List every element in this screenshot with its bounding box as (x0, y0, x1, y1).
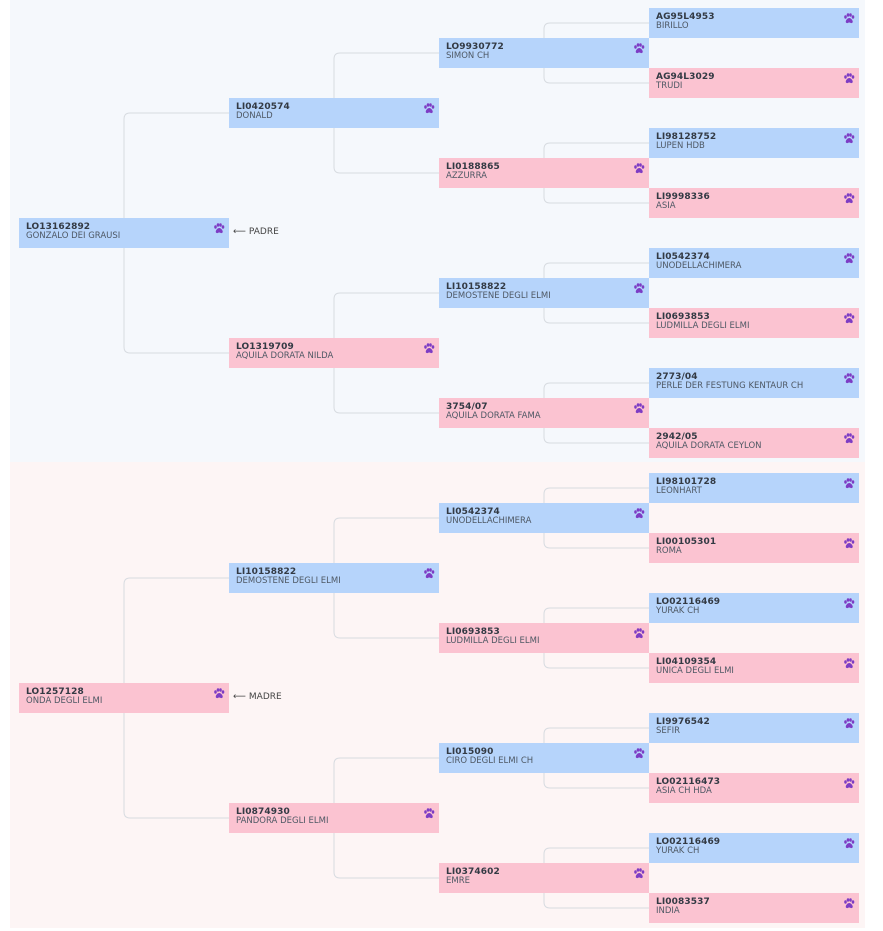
sire-label (233, 227, 279, 237)
dog-registration: LO13162892 (26, 222, 91, 232)
dog-registration: 2942/05 (656, 432, 698, 442)
dog-registration: LI9998336 (656, 192, 710, 202)
dog-registration: LI10158822 (446, 282, 507, 292)
dog-name: DEMOSTENE DEGLI ELMI (446, 291, 551, 301)
paw-icon[interactable] (633, 506, 645, 517)
dam-label (233, 692, 282, 702)
dog-name: YURAK CH (656, 606, 700, 616)
dog-registration: LI9976542 (656, 717, 710, 727)
paw-icon[interactable] (843, 716, 855, 727)
paw-icon[interactable] (843, 896, 855, 907)
paw-icon[interactable] (843, 836, 855, 847)
dog-registration: LI015090 (446, 747, 494, 757)
paw-icon[interactable] (843, 71, 855, 82)
dog-card-gen4[interactable] (649, 893, 859, 923)
dog-card-gen3[interactable] (439, 398, 649, 428)
paw-icon[interactable] (423, 806, 435, 817)
dog-name: CIRO DEGLI ELMI CH (446, 756, 534, 766)
paw-icon[interactable] (843, 596, 855, 607)
dog-name: LEONHART (656, 486, 702, 496)
dog-registration: LO02116473 (656, 777, 721, 787)
paw-icon[interactable] (843, 251, 855, 262)
dog-card-gen3[interactable] (439, 158, 649, 188)
dog-name: DEMOSTENE DEGLI ELMI (236, 576, 341, 586)
dog-registration: LO02116469 (656, 597, 721, 607)
dog-card-gen4[interactable] (649, 428, 859, 458)
dog-name: DONALD (236, 111, 273, 121)
dog-name: LUPEN HDB (656, 141, 705, 151)
paw-icon[interactable] (843, 536, 855, 547)
dog-registration: 3754/07 (446, 402, 488, 412)
dog-card-gen4[interactable] (649, 593, 859, 623)
paw-icon[interactable] (843, 131, 855, 142)
dog-registration: LI98128752 (656, 132, 717, 142)
dog-card-gen3[interactable] (439, 278, 649, 308)
dog-registration: LO1257128 (26, 687, 84, 697)
dog-registration: 2773/04 (656, 372, 698, 382)
paw-icon[interactable] (843, 656, 855, 667)
dog-name: ASIA CH HDA (656, 786, 712, 796)
paw-icon[interactable] (843, 776, 855, 787)
dog-name: LUDMILLA DEGLI ELMI (656, 321, 750, 331)
dog-name: ONDA DEGLI ELMI (26, 696, 103, 706)
dog-registration: AG95L4953 (656, 12, 715, 22)
dog-registration: LO02116469 (656, 837, 721, 847)
dog-card-gen4[interactable] (649, 713, 859, 743)
dog-card-gen4[interactable] (649, 533, 859, 563)
dog-name: YURAK CH (656, 846, 700, 856)
dog-name: SIMON CH (446, 51, 490, 61)
dog-card-gen2[interactable] (229, 563, 439, 593)
dog-name: ASIA (656, 201, 676, 211)
dog-name: AQUILA DORATA NILDA (236, 351, 334, 361)
dog-name: AQUILA DORATA CEYLON (656, 441, 762, 451)
dog-card-gen4[interactable] (649, 833, 859, 863)
dog-registration: LI98101728 (656, 477, 717, 487)
dog-registration: LI0693853 (446, 627, 500, 637)
dog-name: AZZURRA (446, 171, 487, 181)
paw-icon[interactable] (843, 431, 855, 442)
dog-registration: LO1319709 (236, 342, 294, 352)
dog-card-gen3[interactable] (439, 38, 649, 68)
dog-card-gen4[interactable] (649, 653, 859, 683)
dog-registration: LI0420574 (236, 102, 290, 112)
dog-card-gen4[interactable] (649, 773, 859, 803)
dog-card-gen3[interactable] (439, 623, 649, 653)
dog-name: PERLE DER FESTUNG KENTAUR CH (656, 381, 804, 391)
dog-registration: LO9930772 (446, 42, 504, 52)
dog-card-gen4[interactable] (649, 248, 859, 278)
dog-card-gen1[interactable] (19, 218, 229, 248)
dog-card-gen3[interactable] (439, 743, 649, 773)
dog-name: PANDORA DEGLI ELMI (236, 816, 329, 826)
dog-name: INDIA (656, 906, 680, 916)
dog-card-gen3[interactable] (439, 503, 649, 533)
paw-icon[interactable] (843, 311, 855, 322)
paw-icon[interactable] (423, 341, 435, 352)
dog-registration: LI04109354 (656, 657, 717, 667)
dog-name: GONZALO DEI GRAUSI (26, 231, 121, 241)
dog-card-gen1[interactable] (19, 683, 229, 713)
left-arrow-icon: ⟵ (233, 692, 246, 702)
paw-icon[interactable] (213, 686, 225, 697)
dam-label-text: MADRE (248, 692, 282, 702)
dog-name: UNODELLACHIMERA (656, 261, 742, 271)
paw-icon[interactable] (633, 401, 645, 412)
paw-icon[interactable] (633, 866, 645, 877)
paw-icon[interactable] (423, 101, 435, 112)
dog-name: TRUDI (656, 81, 683, 91)
paw-icon[interactable] (843, 371, 855, 382)
dog-card-gen2[interactable] (229, 803, 439, 833)
dog-registration: LI0542374 (446, 507, 500, 517)
dog-name: BIRILLO (656, 21, 689, 31)
sire-label-text: PADRE (248, 227, 279, 237)
dog-registration: AG94L3029 (656, 72, 715, 82)
dog-name: UNODELLACHIMERA (446, 516, 532, 526)
left-arrow-icon: ⟵ (233, 227, 246, 237)
dog-card-gen4[interactable] (649, 68, 859, 98)
dog-card-gen2[interactable] (229, 98, 439, 128)
dog-name: EMRE (446, 876, 470, 886)
dog-registration: LI00105301 (656, 537, 717, 547)
dog-registration: LI0374602 (446, 867, 500, 877)
paw-icon[interactable] (843, 476, 855, 487)
dog-name: LUDMILLA DEGLI ELMI (446, 636, 540, 646)
dog-card-gen4[interactable] (649, 308, 859, 338)
paw-icon[interactable] (843, 191, 855, 202)
dog-registration: LI0874930 (236, 807, 290, 817)
paw-icon[interactable] (633, 41, 645, 52)
dog-registration: LI0083537 (656, 897, 710, 907)
dog-registration: LI0693853 (656, 312, 710, 322)
dog-name: SEFIR (656, 726, 681, 736)
dog-name: AQUILA DORATA FAMA (446, 411, 541, 421)
dog-card-gen2[interactable] (229, 338, 439, 368)
dog-card-gen3[interactable] (439, 863, 649, 893)
paw-icon[interactable] (423, 566, 435, 577)
paw-icon[interactable] (843, 11, 855, 22)
dog-registration: LI10158822 (236, 567, 297, 577)
dog-name: UNICA DEGLI ELMI (656, 666, 734, 676)
paw-icon[interactable] (633, 281, 645, 292)
dog-registration: LI0542374 (656, 252, 710, 262)
dog-card-gen4[interactable] (649, 188, 859, 218)
dog-card-gen4[interactable] (649, 368, 859, 398)
paw-icon[interactable] (633, 626, 645, 637)
paw-icon[interactable] (633, 746, 645, 757)
dog-card-gen4[interactable] (649, 473, 859, 503)
dog-card-gen4[interactable] (649, 128, 859, 158)
dog-name: ROMA (656, 546, 682, 556)
dog-registration: LI0188865 (446, 162, 500, 172)
paw-icon[interactable] (213, 221, 225, 232)
paw-icon[interactable] (633, 161, 645, 172)
dog-card-gen4[interactable] (649, 8, 859, 38)
